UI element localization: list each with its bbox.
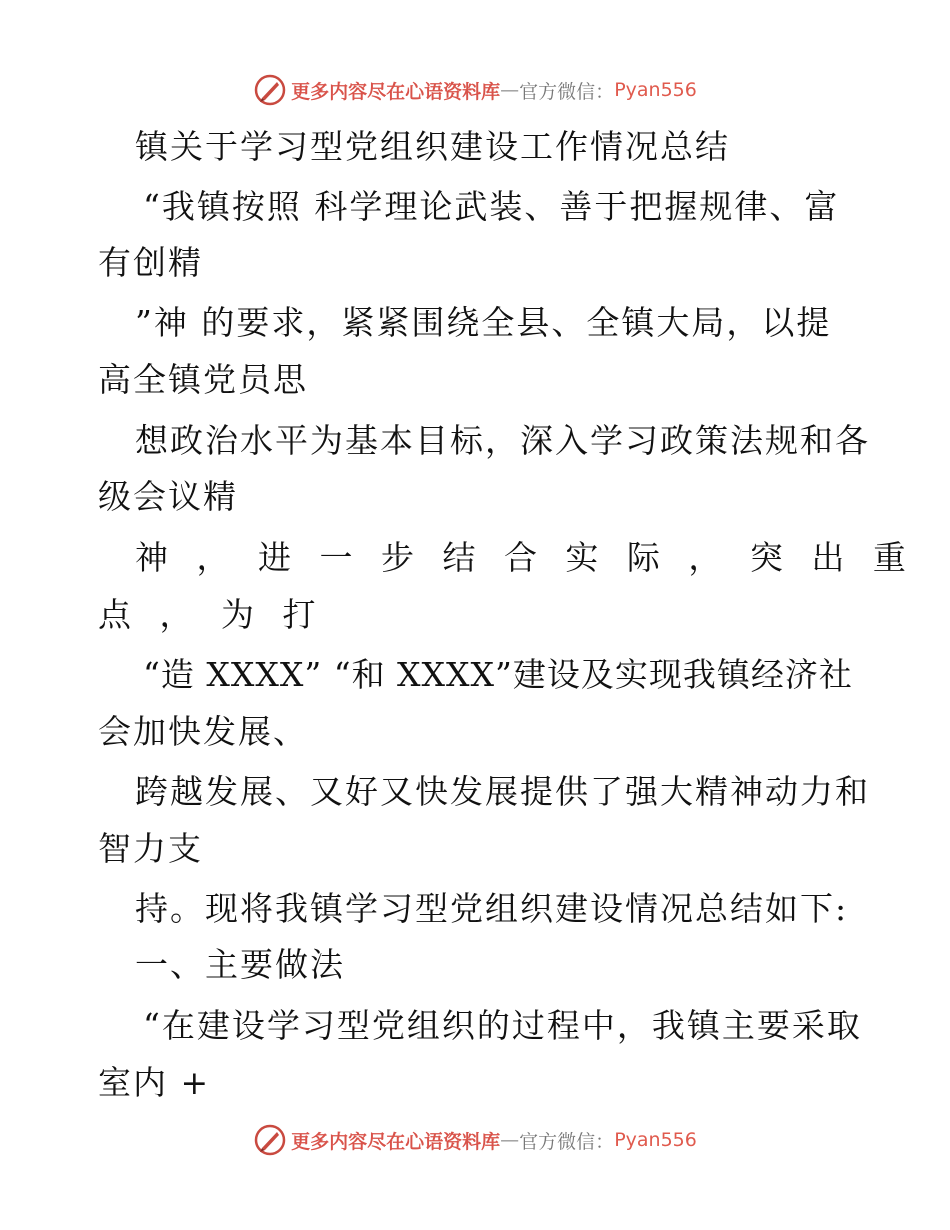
watermark-wechat-label: 官方微信：	[519, 1130, 615, 1153]
document-title: 镇关于学习型党组织建设工作情况总结	[135, 127, 730, 166]
paragraph-line: 持。现将我镇学习型党组织建设情况总结如下:	[135, 889, 849, 928]
watermark-site-text: 更多内容尽在心语资料库	[291, 80, 501, 103]
watermark-wechat-label: 官方微信：	[519, 80, 615, 103]
paragraph-line: 智力支	[98, 829, 203, 868]
paragraph-line: 想政治水平为基本目标，深入学习政策法规和各	[135, 421, 870, 460]
paragraph-line: ”神 的要求，紧紧围绕全县、全镇大局，以提	[135, 303, 832, 342]
watermark-site-text: 更多内容尽在心语资料库	[291, 1130, 501, 1153]
paragraph-line: 跨越发展、又好又快发展提供了强大精神动力和	[135, 772, 870, 811]
paragraph-line: 室内 +	[98, 1063, 211, 1102]
paragraph-line: 级会议精	[98, 477, 238, 516]
footer-watermark	[0, 1120, 950, 1160]
paragraph-line: “造 XXXX” “和 XXXX”建设及实现我镇经济社	[143, 655, 853, 694]
paragraph-line: 点 ， 为 打	[98, 595, 325, 634]
section-heading: 一、主要做法	[135, 945, 345, 984]
watermark-dash: —	[500, 1129, 520, 1151]
paragraph-line: “我镇按照 科学理论武装、善于把握规律、富	[143, 187, 840, 226]
paragraph-line: 神 ， 进 一 步 结 合 实 际 ， 突 出 重	[135, 538, 915, 577]
paragraph-line: 有创精	[98, 243, 203, 282]
feather-pen-logo-icon	[253, 1123, 287, 1157]
watermark-wechat-id: Pyan556	[614, 79, 697, 101]
paragraph-line: “在建设学习型党组织的过程中，我镇主要采取	[143, 1006, 862, 1045]
watermark-dash: —	[500, 79, 520, 101]
watermark-wechat-id: Pyan556	[614, 1129, 697, 1151]
paragraph-line: 高全镇党员思	[98, 360, 308, 399]
header-watermark	[0, 70, 950, 110]
paragraph-line: 会加快发展、	[98, 712, 308, 751]
feather-pen-logo-icon	[253, 73, 287, 107]
